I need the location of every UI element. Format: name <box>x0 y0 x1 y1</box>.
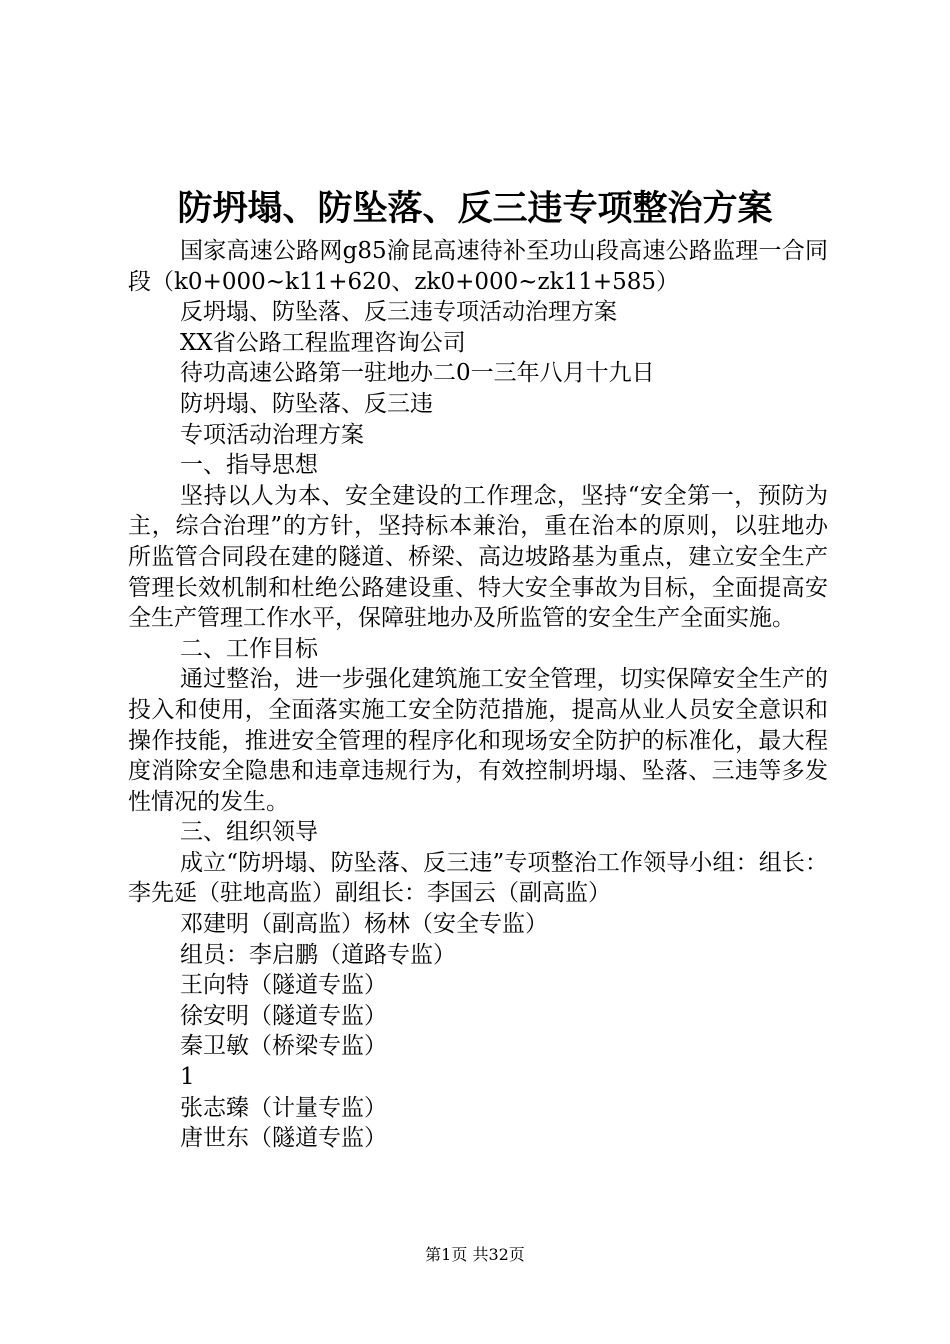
document-body <box>128 236 828 1154</box>
line-subtitle-1: 防坍塌、防坠落、反三违 <box>180 390 433 417</box>
paragraph-project-name: 国家高速公路网g85渝昆高速待补至功山段高速公路监理一合同段（k0+000~k11+620、zk0+000~zk11+585） <box>128 238 828 295</box>
line-office-date: 待功高速公路第一驻地办二0一三年八月十九日 <box>180 360 655 387</box>
paragraph-work-goals: 通过整治，进一步强化建筑施工安全管理，切实保障安全生产的投入和使用，全面落实施工安全防范措施，提高从业人员安全意识和操作技能，推进安全管理的程序化和现场安全防护的标准化，最大程度消除安全隐患和违章违规行为，有效控制坍塌、坠落、三违等多发性情况的发生。 <box>128 666 828 815</box>
list-item-member: 徐安明（隧道专监） <box>180 1002 387 1029</box>
section-heading-1: 一、指导思想 <box>180 452 318 479</box>
line-plan-title: 反坍塌、防坠落、反三违专项活动治理方案 <box>180 299 617 326</box>
line-subtitle-2: 专项活动治理方案 <box>180 421 364 448</box>
list-item-member: 张志臻（计量专监） <box>180 1094 387 1121</box>
section-heading-2: 二、工作目标 <box>180 635 318 662</box>
list-item-member: 唐世东（隧道专监） <box>180 1125 387 1152</box>
page-number-inline: 1 <box>180 1064 195 1091</box>
list-item-member: 组员：李启鹏（道路专监） <box>180 941 456 968</box>
list-item-member: 秦卫敏（桥梁专监） <box>180 1033 387 1060</box>
list-item-member: 邓建明（副高监）杨林（安全专监） <box>180 911 548 938</box>
list-item-member: 王向特（隧道专监） <box>180 972 387 999</box>
paragraph-leadership-group: 成立“防坍塌、防坠落、反三违”专项整治工作领导小组：组长：李先延（驻地高监）副组长：李国云（副高监） <box>128 849 828 907</box>
line-company: XX省公路工程监理咨询公司 <box>180 329 466 356</box>
paragraph-guiding-ideology: 坚持以人为本、安全建设的工作理念，坚持“安全第一，预防为主，综合治理”的方针，坚持标本兼治，重在治本的原则，以驻地办所监管合同段在建的隧道、桥梁、高边坡路基为重点，建立安全生产管理长效机制和杜绝公路建设重、特大安全事故为目标，全面提高安全生产管理工作水平，保障驻地办及所监管的安全生产全面实施。 <box>128 482 828 632</box>
section-heading-3: 三、组织领导 <box>180 819 318 846</box>
document-title: 防坍塌、防坠落、反三违专项整治方案 <box>177 188 773 229</box>
page-footer: 第1页 共32页 <box>425 1245 525 1264</box>
